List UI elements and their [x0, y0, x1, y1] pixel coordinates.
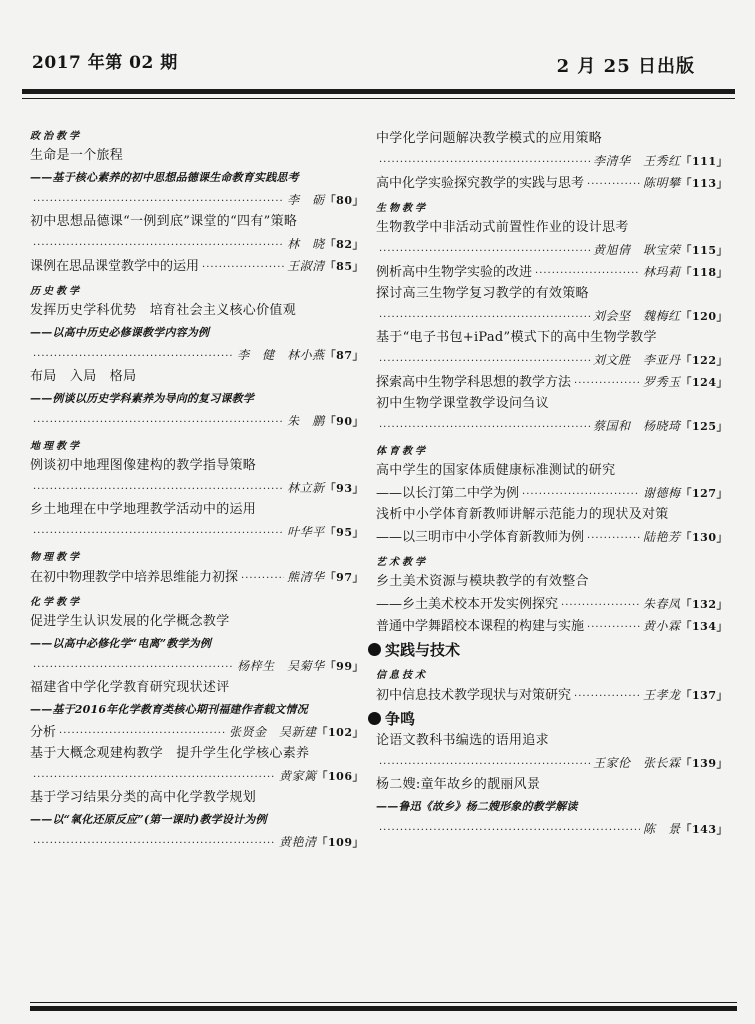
article-title-inline[interactable]: 课例在思品课堂教学中的运用: [30, 259, 200, 274]
article-title-inline[interactable]: 探索高中生物学科思想的教学方法: [376, 375, 572, 390]
article-authors: 刘文胜 李亚丹: [593, 353, 681, 367]
article-authors: 王孝龙: [643, 688, 681, 702]
article-title-inline[interactable]: 初中信息技术教学现状与对策研究: [376, 688, 572, 703]
page-number[interactable]: 「97」: [324, 571, 364, 584]
article-title-inline[interactable]: ——以三明市中小学体育新教师为例: [376, 530, 585, 545]
article-title-inline[interactable]: 普通中学舞蹈校本课程的构建与实施: [376, 619, 585, 634]
article-authors: 杨梓生 吴菊华: [237, 659, 325, 673]
dot-leader: [33, 767, 276, 789]
article-title[interactable]: 杨二嫂:童年故乡的靓丽风景: [376, 777, 541, 792]
category-heading: 信息技术: [376, 670, 428, 681]
section-heading-label: 实践与技术: [385, 640, 461, 659]
toc-entry-line[interactable]: [30, 477, 364, 499]
article-title[interactable]: 福建省中学化学教育研究现状述评: [30, 680, 230, 695]
article-title[interactable]: 论语文教科书编选的语用追求: [376, 733, 549, 748]
toc-entry-line[interactable]: [376, 371, 728, 393]
article-authors: 蔡国和 杨晓琦: [593, 419, 681, 433]
toc-entry-line[interactable]: [376, 593, 728, 615]
dot-leader: [379, 241, 590, 263]
page-number[interactable]: 「90」: [324, 415, 364, 428]
article-authors: 林 晓: [287, 237, 325, 251]
article-authors: 陈 景: [643, 822, 681, 836]
article-subtitle: ——基于2016年化学教育类核心期刊福建作者载文情况: [30, 703, 308, 716]
dot-leader: [379, 820, 640, 842]
article-subtitle: ——以高中历史必修课教学内容为例: [30, 326, 210, 339]
article-authors: 林立新: [287, 481, 325, 495]
toc-entry-line[interactable]: [376, 349, 728, 371]
footer-rule-thin: [30, 1002, 737, 1003]
dot-leader: [33, 346, 234, 368]
dot-leader: [33, 523, 284, 545]
article-title[interactable]: 基于大概念观建构教学 提升学生化学核心素养: [30, 746, 310, 761]
toc-entry-line[interactable]: [30, 831, 364, 853]
page-number[interactable]: 「120」: [680, 310, 728, 323]
article-authors: 黄旭倩 耿宝荣: [593, 243, 681, 257]
toc-entry-line[interactable]: [376, 239, 728, 261]
article-title[interactable]: 中学化学问题解决教学模式的应用策略: [376, 131, 603, 146]
article-authors: 李 健 林小燕: [237, 348, 325, 362]
dot-leader: [574, 686, 640, 708]
bullet-icon: [368, 712, 381, 725]
page-number[interactable]: 「113」: [680, 177, 728, 190]
toc-entry-line[interactable]: [376, 684, 728, 706]
toc-entry-line[interactable]: [376, 482, 728, 504]
dot-leader: [33, 657, 234, 679]
footer-rule-thick: [30, 1006, 737, 1011]
page-number[interactable]: 「93」: [324, 482, 364, 495]
dot-leader: [587, 528, 640, 550]
page-number[interactable]: 「95」: [324, 526, 364, 539]
toc-entry-line[interactable]: [376, 615, 728, 637]
article-authors: 谢德梅: [643, 486, 681, 500]
article-subtitle: ——基于核心素养的初中思想品德课生命教育实践思考: [30, 171, 299, 184]
article-title-inline[interactable]: 在初中物理教学中培养思维能力初探: [30, 570, 239, 585]
category-heading: 历史教学: [30, 286, 82, 297]
dot-leader: [535, 263, 640, 285]
toc-entry-line[interactable]: [30, 655, 364, 677]
article-title[interactable]: 促进学生认识发展的化学概念教学: [30, 614, 230, 629]
page-number[interactable]: 「125」: [680, 420, 728, 433]
article-title[interactable]: 乡土美术资源与模块教学的有效整合: [376, 574, 589, 589]
article-title[interactable]: 浅析中小学体育新教师讲解示范能力的现状及对策: [376, 507, 669, 522]
bullet-icon: [368, 643, 381, 656]
article-authors: 叶华平: [287, 525, 325, 539]
article-authors: 朱春凤: [643, 597, 681, 611]
section-heading-label: 争鸣: [385, 709, 416, 728]
article-authors: 王淑清: [287, 259, 325, 273]
article-authors: 熊清华: [287, 570, 325, 584]
dot-leader: [379, 417, 590, 439]
toc-entry-line[interactable]: [30, 344, 364, 366]
section-heading: [368, 637, 728, 661]
page-number[interactable]: 「122」: [680, 354, 728, 367]
toc-entry-line[interactable]: [30, 189, 364, 211]
page-number[interactable]: 「87」: [324, 349, 364, 362]
article-title[interactable]: 初中思想品德课“一例到底”课堂的“四有”策略: [30, 214, 298, 229]
category-heading: 政治教学: [30, 131, 82, 142]
page-number[interactable]: 「109」: [316, 836, 364, 849]
article-title-inline[interactable]: ——乡土美术校本开发实例探究: [376, 597, 559, 612]
page-number[interactable]: 「115」: [680, 244, 728, 257]
dot-leader: [202, 257, 284, 279]
article-subtitle: ——以“氧化还原反应”(第一课时)教学设计为例: [30, 813, 267, 826]
article-title[interactable]: 高中学生的国家体质健康标准测试的研究: [376, 463, 616, 478]
dot-leader: [522, 484, 640, 506]
dot-leader: [33, 412, 284, 434]
page-number[interactable]: 「106」: [316, 770, 364, 783]
toc-entry-line[interactable]: [376, 172, 728, 194]
article-authors: 陆艳芳: [643, 530, 681, 544]
category-heading: 地理教学: [30, 441, 82, 452]
publish-date: 2 月 25 日出版: [556, 56, 695, 77]
article-authors: 李 砺: [287, 193, 325, 207]
toc-entry-line[interactable]: [376, 150, 728, 172]
page-number[interactable]: 「132」: [680, 598, 728, 611]
page-number[interactable]: 「143」: [680, 823, 728, 836]
article-title-inline[interactable]: 高中化学实验探究教学的实践与思考: [376, 176, 585, 191]
page-number[interactable]: 「82」: [324, 238, 364, 251]
article-authors: 陈明攀: [643, 176, 681, 190]
article-title[interactable]: 基于“电子书包+iPad”模式下的高中生物学教学: [376, 330, 657, 345]
category-heading: 体育教学: [376, 446, 428, 457]
toc-entry-line[interactable]: [30, 255, 364, 277]
toc-entry-line[interactable]: [376, 818, 728, 840]
article-title[interactable]: 乡土地理在中学地理教学活动中的运用: [30, 502, 257, 517]
article-title[interactable]: 生命是一个旅程: [30, 148, 124, 163]
article-title[interactable]: 发挥历史学科优势 培育社会主义核心价值观: [30, 303, 297, 318]
page-number[interactable]: 「130」: [680, 531, 728, 544]
toc-entry-line[interactable]: [30, 566, 364, 588]
section-heading: [368, 706, 728, 730]
article-subtitle: ——例谈以历史学科素养为导向的复习课教学: [30, 392, 254, 405]
page-number[interactable]: 「137」: [680, 689, 728, 702]
article-authors: 朱 鹏: [287, 414, 325, 428]
dot-leader: [379, 152, 590, 174]
page-number[interactable]: 「85」: [324, 260, 364, 273]
article-authors: 王家伦 张长霖: [593, 756, 681, 770]
category-heading: 化学教学: [30, 597, 82, 608]
dot-leader: [33, 191, 284, 213]
article-title-inline[interactable]: 分析: [30, 725, 57, 740]
article-title-inline[interactable]: ——以长汀第二中学为例: [376, 486, 520, 501]
issue-label: 2017 年第 02 期: [32, 53, 178, 73]
header-rule-thin: [22, 98, 735, 99]
article-authors: 张贤金 吴新建: [229, 725, 317, 739]
category-heading: 生物教学: [376, 203, 428, 214]
dot-leader: [241, 568, 284, 590]
article-title[interactable]: 探讨高三生物学复习教学的有效策略: [376, 286, 589, 301]
article-title[interactable]: 生物教学中非活动式前置性作业的设计思考: [376, 220, 629, 235]
article-authors: 李清华 王秀红: [593, 154, 681, 168]
article-title[interactable]: 布局 入局 格局: [30, 369, 137, 384]
article-subtitle: ——以高中必修化学“电离”教学为例: [30, 637, 212, 650]
dot-leader: [587, 174, 640, 196]
article-authors: 罗秀玉: [643, 375, 681, 389]
dot-leader: [33, 833, 276, 855]
toc-right-column: [376, 128, 728, 840]
dot-leader: [33, 235, 284, 257]
toc-entry-line[interactable]: [30, 721, 364, 743]
article-subtitle: ——鲁迅《故乡》杨二嫂形象的教学解读: [376, 800, 578, 813]
toc-entry-line[interactable]: [376, 415, 728, 437]
toc-entry-line[interactable]: [376, 305, 728, 327]
toc-entry-line[interactable]: [30, 233, 364, 255]
toc-entry-line[interactable]: [376, 526, 728, 548]
page-number[interactable]: 「80」: [324, 194, 364, 207]
article-authors: 黄小霖: [643, 619, 681, 633]
toc-entry-line[interactable]: [30, 765, 364, 787]
page-number[interactable]: 「102」: [316, 726, 364, 739]
page-number[interactable]: 「127」: [680, 487, 728, 500]
article-title[interactable]: 初中生物学课堂教学设问刍议: [376, 396, 549, 411]
article-authors: 林玛莉: [643, 265, 681, 279]
toc-left-column: [30, 128, 364, 853]
page-number[interactable]: 「124」: [680, 376, 728, 389]
toc-entry-line[interactable]: [376, 752, 728, 774]
header-rule-thick: [22, 89, 735, 94]
page-number[interactable]: 「111」: [680, 155, 728, 168]
dot-leader: [561, 595, 640, 617]
dot-leader: [379, 754, 590, 776]
page-number[interactable]: 「99」: [324, 660, 364, 673]
article-authors: 刘会坚 魏梅红: [593, 309, 681, 323]
page-number[interactable]: 「134」: [680, 620, 728, 633]
article-title[interactable]: 基于学习结果分类的高中化学教学规划: [30, 790, 257, 805]
article-title[interactable]: 例谈初中地理图像建构的教学指导策略: [30, 458, 257, 473]
category-heading: 物理教学: [30, 552, 82, 563]
toc-entry-line[interactable]: [30, 410, 364, 432]
dot-leader: [33, 479, 284, 501]
dot-leader: [59, 723, 226, 745]
article-authors: 黄艳清: [279, 835, 317, 849]
dot-leader: [587, 617, 640, 639]
toc-entry-line[interactable]: [376, 261, 728, 283]
page-number[interactable]: 「139」: [680, 757, 728, 770]
dot-leader: [574, 373, 640, 395]
toc-entry-line[interactable]: [30, 521, 364, 543]
dot-leader: [379, 351, 590, 373]
article-authors: 黄家篱: [279, 769, 317, 783]
page-number[interactable]: 「118」: [680, 266, 728, 279]
dot-leader: [379, 307, 590, 329]
article-title-inline[interactable]: 例析高中生物学实验的改进: [376, 265, 533, 280]
category-heading: 艺术教学: [376, 557, 428, 568]
